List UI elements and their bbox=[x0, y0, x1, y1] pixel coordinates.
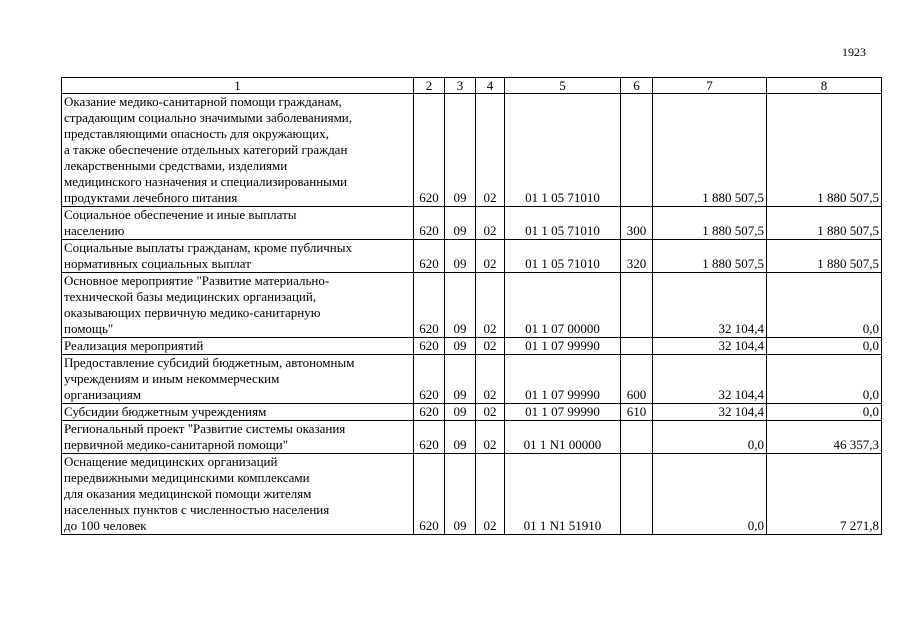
row-description bbox=[62, 207, 414, 240]
amount-col-8: 1 880 507,5 bbox=[767, 94, 882, 207]
amount-col-7: 32 104,4 bbox=[653, 338, 767, 355]
description-line: представляющими опасность для окружающих, bbox=[64, 126, 329, 141]
header-cell: 5 bbox=[505, 78, 621, 94]
expense-type-code: 320 bbox=[621, 240, 653, 273]
amount-col-7: 32 104,4 bbox=[653, 355, 767, 404]
amount-col-7: 1 880 507,5 bbox=[653, 207, 767, 240]
header-cell: 4 bbox=[476, 78, 505, 94]
description-line: Реализация мероприятий bbox=[64, 338, 204, 353]
target-article-code: 01 1 07 00000 bbox=[505, 273, 621, 338]
description-line: Социальное обеспечение и иные выплаты bbox=[64, 207, 297, 222]
description-line: организациям bbox=[64, 387, 142, 402]
description-line: лекарственными средствами, изделиями bbox=[64, 158, 288, 173]
row-description bbox=[62, 240, 414, 273]
header-cell: 6 bbox=[621, 78, 653, 94]
header-cell: 3 bbox=[445, 78, 476, 94]
row-description bbox=[62, 421, 414, 454]
row-description bbox=[62, 273, 414, 338]
subsection-code: 02 bbox=[476, 338, 505, 355]
subsection-code: 02 bbox=[476, 94, 505, 207]
description-line: Региональный проект "Развитие системы оказания bbox=[64, 421, 346, 436]
section-code: 09 bbox=[445, 240, 476, 273]
description-line: населенных пунктов с численностью населения bbox=[64, 502, 330, 517]
target-article-code: 01 1 05 71010 bbox=[505, 240, 621, 273]
table-row bbox=[62, 404, 882, 421]
amount-col-7: 1 880 507,5 bbox=[653, 240, 767, 273]
amount-col-8: 7 271,8 bbox=[767, 454, 882, 535]
expense-type-code bbox=[621, 273, 653, 338]
table-row bbox=[62, 338, 882, 355]
subsection-code: 02 bbox=[476, 404, 505, 421]
header-cell: 8 bbox=[767, 78, 882, 94]
description-line: технической базы медицинских организаций, bbox=[64, 289, 317, 304]
section-code: 09 bbox=[445, 454, 476, 535]
amount-col-7: 0,0 bbox=[653, 454, 767, 535]
table-row bbox=[62, 94, 882, 207]
description-line: первичной медико-санитарной помощи" bbox=[64, 437, 289, 452]
description-line: Предоставление субсидий бюджетным, автономным bbox=[64, 355, 355, 370]
header-cell: 2 bbox=[414, 78, 445, 94]
target-article-code: 01 1 07 99990 bbox=[505, 355, 621, 404]
subsection-code: 02 bbox=[476, 454, 505, 535]
amount-col-8: 0,0 bbox=[767, 273, 882, 338]
amount-col-8: 0,0 bbox=[767, 355, 882, 404]
expense-type-code: 610 bbox=[621, 404, 653, 421]
expense-type-code: 600 bbox=[621, 355, 653, 404]
row-description bbox=[62, 94, 414, 207]
row-description bbox=[62, 355, 414, 404]
description-line: Социальные выплаты гражданам, кроме публичных bbox=[64, 240, 352, 255]
header-row bbox=[62, 78, 882, 94]
expense-type-code bbox=[621, 454, 653, 535]
target-article-code: 01 1 N1 51910 bbox=[505, 454, 621, 535]
subsection-code: 02 bbox=[476, 273, 505, 338]
amount-col-7: 32 104,4 bbox=[653, 273, 767, 338]
section-code: 09 bbox=[445, 94, 476, 207]
description-line: учреждениям и иным некоммерческим bbox=[64, 371, 280, 386]
section-code: 09 bbox=[445, 421, 476, 454]
amount-col-8: 0,0 bbox=[767, 404, 882, 421]
budget-table bbox=[61, 77, 882, 535]
table-row bbox=[62, 454, 882, 535]
target-article-code: 01 1 05 71010 bbox=[505, 207, 621, 240]
subsection-code: 02 bbox=[476, 207, 505, 240]
description-line: а также обеспечение отдельных категорий граждан bbox=[64, 142, 348, 157]
description-line: помощь" bbox=[64, 321, 114, 336]
ministry-code: 620 bbox=[414, 404, 445, 421]
section-code: 09 bbox=[445, 355, 476, 404]
header-cell: 7 bbox=[653, 78, 767, 94]
amount-col-8: 0,0 bbox=[767, 338, 882, 355]
amount-col-8: 1 880 507,5 bbox=[767, 207, 882, 240]
header-cell: 1 bbox=[62, 78, 414, 94]
description-line: страдающим социально значимыми заболеваниями, bbox=[64, 110, 353, 125]
target-article-code: 01 1 07 99990 bbox=[505, 338, 621, 355]
description-line: передвижными медицинскими комплексами bbox=[64, 470, 310, 485]
description-line: Основное мероприятие "Развитие материально- bbox=[64, 273, 330, 288]
description-line: для оказания медицинской помощи жителям bbox=[64, 486, 312, 501]
expense-type-code bbox=[621, 421, 653, 454]
expense-type-code bbox=[621, 94, 653, 207]
description-line: Оказание медико-санитарной помощи гражданам, bbox=[64, 94, 342, 109]
subsection-code: 02 bbox=[476, 355, 505, 404]
description-line: Субсидии бюджетным учреждениям bbox=[64, 404, 267, 419]
table-row bbox=[62, 240, 882, 273]
table-row bbox=[62, 355, 882, 404]
table-row bbox=[62, 207, 882, 240]
ministry-code: 620 bbox=[414, 421, 445, 454]
target-article-code: 01 1 05 71010 bbox=[505, 94, 621, 207]
row-description bbox=[62, 404, 414, 421]
table-row bbox=[62, 273, 882, 338]
description-line: нормативных социальных выплат bbox=[64, 256, 251, 271]
description-line: продуктами лечебного питания bbox=[64, 190, 238, 205]
subsection-code: 02 bbox=[476, 240, 505, 273]
ministry-code: 620 bbox=[414, 273, 445, 338]
description-line: Оснащение медицинских организаций bbox=[64, 454, 278, 469]
ministry-code: 620 bbox=[414, 207, 445, 240]
expense-type-code: 300 bbox=[621, 207, 653, 240]
section-code: 09 bbox=[445, 207, 476, 240]
amount-col-7: 0,0 bbox=[653, 421, 767, 454]
amount-col-7: 1 880 507,5 bbox=[653, 94, 767, 207]
ministry-code: 620 bbox=[414, 355, 445, 404]
description-line: медицинского назначения и специализированными bbox=[64, 174, 348, 189]
amount-col-7: 32 104,4 bbox=[653, 404, 767, 421]
expense-type-code bbox=[621, 338, 653, 355]
ministry-code: 620 bbox=[414, 454, 445, 535]
amount-col-8: 46 357,3 bbox=[767, 421, 882, 454]
row-description bbox=[62, 338, 414, 355]
amount-col-8: 1 880 507,5 bbox=[767, 240, 882, 273]
page-number: 1923 bbox=[842, 45, 866, 59]
description-line: населению bbox=[64, 223, 125, 238]
ministry-code: 620 bbox=[414, 240, 445, 273]
ministry-code: 620 bbox=[414, 94, 445, 207]
target-article-code: 01 1 N1 00000 bbox=[505, 421, 621, 454]
description-line: оказывающих первичную медико-санитарную bbox=[64, 305, 321, 320]
section-code: 09 bbox=[445, 273, 476, 338]
ministry-code: 620 bbox=[414, 338, 445, 355]
subsection-code: 02 bbox=[476, 421, 505, 454]
row-description bbox=[62, 454, 414, 535]
description-line: до 100 человек bbox=[64, 518, 147, 533]
table-row bbox=[62, 421, 882, 454]
section-code: 09 bbox=[445, 404, 476, 421]
section-code: 09 bbox=[445, 338, 476, 355]
target-article-code: 01 1 07 99990 bbox=[505, 404, 621, 421]
